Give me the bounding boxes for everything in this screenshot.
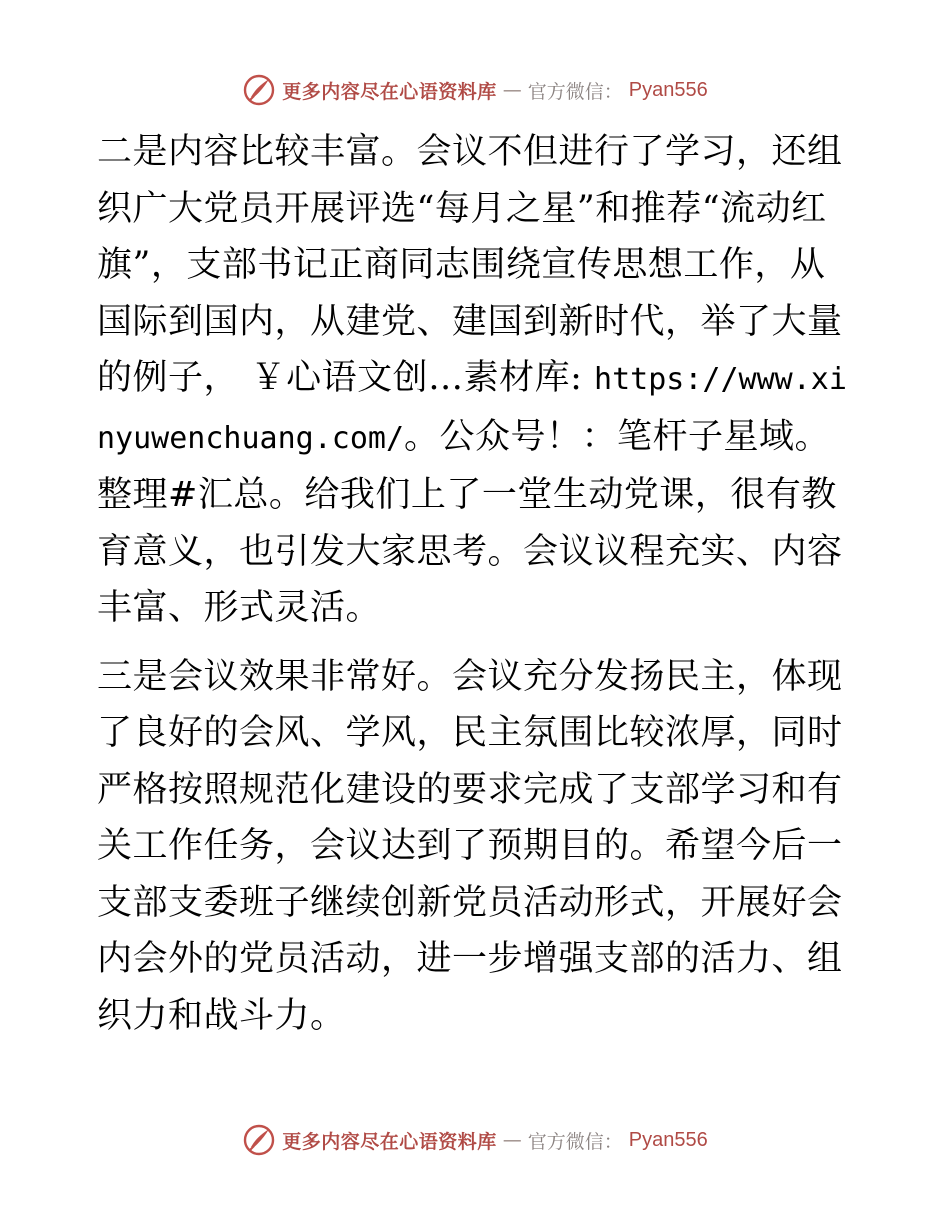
banner-wechat-label: 官方微信： bbox=[527, 1130, 623, 1153]
banner-slogan: 更多内容尽在心语资料库 bbox=[282, 80, 497, 103]
quill-pen-logo-icon bbox=[242, 1123, 276, 1157]
banner-slogan: 更多内容尽在心语资料库 bbox=[282, 1130, 497, 1153]
paragraph-text: 三是会议效果非常好。会议充分发扬民主，体现了良好的会风、学风，民主氛围比较浓厚，同时严格按照规范化建设的要求完成了支部学习和有关工作任务，会议达到了预期目的。希望今后一支部支委班子继续创新党员活动形式，开展好会内会外的党员活动，进一步增强支部的活力、组织力和战斗力。 bbox=[97, 656, 843, 1036]
paragraph-meeting-effect bbox=[97, 649, 857, 1045]
banner-dash: — bbox=[502, 79, 522, 101]
banner-wechat-id: Pyan556 bbox=[628, 1128, 708, 1151]
source-url: https://www.xinyuwenchuang.com/ bbox=[97, 362, 847, 456]
paragraph-text: 二是内容比较丰富。会议不但进行了学习，还组织广大党员开展评选“每月之星”和推荐“流动红旗”，支部书记正商同志围绕宣传思想工作，从国际到国内，从建党、建国到新时代，举了大量的例子， ￥心语文创…素材库: bbox=[97, 132, 843, 398]
banner-dash: — bbox=[502, 1129, 522, 1151]
banner-wechat-id: Pyan556 bbox=[628, 78, 708, 101]
paragraph-text: 。公众号！：笔杆子星域。整理#汇总。给我们上了一堂生动党课，很有教育意义，也引发大家思考。会议议程充实、内容丰富、形式灵活。 bbox=[97, 416, 843, 628]
quill-pen-logo-icon bbox=[242, 73, 276, 107]
footer-banner bbox=[0, 1120, 950, 1160]
document-body bbox=[97, 124, 857, 1044]
banner-wechat-label: 官方微信： bbox=[527, 80, 623, 103]
header-banner bbox=[0, 70, 950, 110]
paragraph-content-rich bbox=[97, 124, 857, 637]
